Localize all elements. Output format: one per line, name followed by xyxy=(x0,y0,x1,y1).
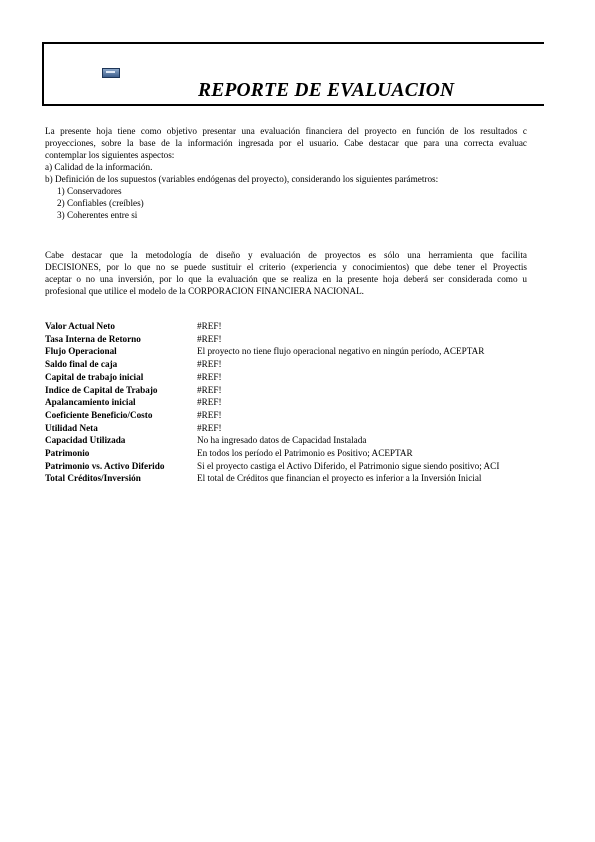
result-label: Patrimonio vs. Activo Diferido xyxy=(45,460,165,471)
result-value: No ha ingresado datos de Capacidad Instalada xyxy=(197,435,367,446)
param-item: 2) Confiables (creíbles) xyxy=(57,198,144,208)
result-label: Capacidad Utilizada xyxy=(45,435,126,446)
disclaimer-line: Cabe destacar que la metodología de diseño y evaluación de proyectos es sólo una herramienta que facilita xyxy=(45,250,527,260)
report-title: REPORTE DE EVALUACION xyxy=(198,80,455,101)
result-value: #REF! xyxy=(197,422,222,433)
logo-icon xyxy=(102,68,120,78)
result-value: En todos los período el Patrimonio es Positivo; ACEPTAR xyxy=(197,448,413,458)
disclaimer-line: aceptar o no una inversión, por lo que la evaluación que se realiza en la presente hoja deberá ser considerada como u xyxy=(45,274,527,284)
result-value: #REF! xyxy=(197,333,222,344)
result-value: El proyecto no tiene flujo operacional negativo en ningún período, ACEPTAR xyxy=(197,346,485,357)
result-value: El total de Créditos que financian el proyecto es inferior a la Inversión Inicial xyxy=(197,473,482,484)
param-item: 3) Coherentes entre si xyxy=(57,210,138,220)
intro-line: contemplar los siguientes aspectos: xyxy=(45,150,175,160)
result-label: Flujo Operacional xyxy=(45,346,117,357)
intro-line: a) Calidad de la información. xyxy=(45,162,153,172)
result-value: #REF! xyxy=(197,321,222,331)
result-label: Apalancamiento inicial xyxy=(45,397,136,408)
intro-line: b) Definición de los supuestos (variables endógenas del proyecto), considerando los siguientes parámetros: xyxy=(45,174,439,184)
result-value: #REF! xyxy=(197,359,222,370)
result-label: Patrimonio xyxy=(45,448,90,458)
result-label: Saldo final de caja xyxy=(45,359,118,370)
result-label: Coeficiente Beneficio/Costo xyxy=(45,409,153,420)
intro-line: proyecciones, sobre la base de la información ingresada por el usuario. Cabe destacar que para una correcta evaluac xyxy=(45,138,527,148)
result-value: Si el proyecto castiga el Activo Diferido, el Patrimonio sigue siendo positivo; ACI xyxy=(197,460,500,471)
intro-paragraph xyxy=(45,125,527,221)
intro-line: La presente hoja tiene como objetivo presentar una evaluación financiera del proyecto en función de los resultados c xyxy=(45,126,527,136)
result-label: Tasa Interna de Retorno xyxy=(45,333,141,344)
result-label: Capital de trabajo inicial xyxy=(45,371,144,382)
result-value: #REF! xyxy=(197,409,222,420)
result-label: Total Créditos/Inversión xyxy=(45,473,141,484)
disclaimer-line: DECISIONES, por lo que no se puede sustituir el criterio (experiencia y conocimientos) que debe tener el Proyectis xyxy=(45,262,527,272)
disclaimer-line: profesional que utilice el modelo de la CORPORACION FINANCIERA NACIONAL. xyxy=(45,286,364,296)
disclaimer-paragraph xyxy=(45,249,527,297)
result-label: Valor Actual Neto xyxy=(45,321,115,331)
result-label: Indice de Capital de Trabajo xyxy=(45,384,158,395)
result-label: Utilidad Neta xyxy=(45,422,98,433)
result-value: #REF! xyxy=(197,371,222,382)
param-item: 1) Conservadores xyxy=(57,186,122,196)
result-value: #REF! xyxy=(197,397,222,408)
result-value: #REF! xyxy=(197,384,222,395)
